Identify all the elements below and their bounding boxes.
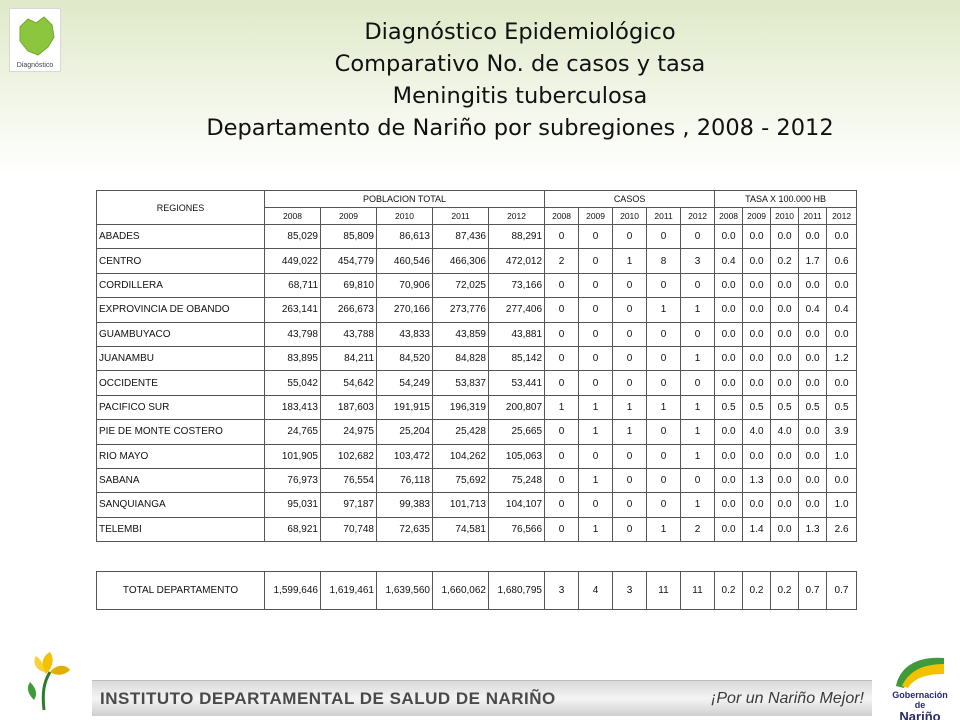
cases-cell: 0 [545,493,579,517]
rate-cell: 0.0 [771,322,799,346]
cases-cell: 1 [681,420,715,444]
population-cell: 43,833 [377,322,433,346]
rate-cell: 0.2 [771,249,799,273]
footer-bar [92,680,872,716]
rate-cell: 0.7 [799,572,827,610]
cases-cell: 0 [545,517,579,541]
rate-cell: 0.0 [743,225,771,249]
cases-cell: 0 [579,273,613,297]
population-cell: 104,107 [489,493,545,517]
cases-cell: 0 [613,298,647,322]
cases-cell: 3 [613,572,647,610]
rate-cell: 0.0 [743,371,771,395]
rate-cell: 0.0 [771,468,799,492]
cases-cell: 0 [545,371,579,395]
population-cell: 73,166 [489,273,545,297]
population-cell: 104,262 [433,444,489,468]
header-row [97,191,857,208]
population-cell: 85,809 [321,225,377,249]
rate-cell: 0.0 [827,273,857,297]
population-cell: 43,788 [321,322,377,346]
cases-cell: 0 [647,346,681,370]
year-header-pop: 2010 [377,208,433,225]
region-cell: SABANA [97,468,265,492]
rate-cell: 0.6 [827,249,857,273]
rate-cell: 0.0 [715,371,743,395]
cases-cell: 1 [579,468,613,492]
rate-cell: 1.3 [743,468,771,492]
rate-cell: 1.4 [743,517,771,541]
population-cell: 449,022 [265,249,321,273]
gobernacion-emblem-icon [888,650,952,690]
population-cell: 54,642 [321,371,377,395]
rate-cell: 0.0 [771,371,799,395]
year-header-cases: 2012 [681,208,715,225]
rate-cell: 0.0 [827,371,857,395]
table-row [97,346,857,370]
rate-cell: 0.0 [771,444,799,468]
population-cell: 72,025 [433,273,489,297]
rate-cell: 0.0 [715,468,743,492]
cases-cell: 0 [545,322,579,346]
population-cell: 43,881 [489,322,545,346]
population-cell: 102,682 [321,444,377,468]
cases-cell: 0 [613,273,647,297]
rate-cell: 0.0 [771,346,799,370]
cases-cell: 0 [647,493,681,517]
rate-cell: 0.0 [715,493,743,517]
rate-cell: 0.0 [827,225,857,249]
region-cell: PIE DE MONTE COSTERO [97,420,265,444]
cases-cell: 1 [579,517,613,541]
population-cell: 454,779 [321,249,377,273]
population-cell: 101,905 [265,444,321,468]
region-cell: RIO MAYO [97,444,265,468]
cases-cell: 0 [647,273,681,297]
rate-cell: 0.0 [799,420,827,444]
population-cell: 74,581 [433,517,489,541]
rate-cell: 0.0 [771,225,799,249]
rate-cell: 0.0 [715,444,743,468]
rate-cell: 1.3 [799,517,827,541]
rate-cell: 0.0 [715,298,743,322]
cases-cell: 3 [545,572,579,610]
total-row [97,572,857,610]
cases-cell: 8 [647,249,681,273]
year-header-pop: 2008 [265,208,321,225]
population-cell: 1,619,461 [321,572,377,610]
logo-caption: Diagnóstico [16,62,54,69]
title-line-3: Meningitis tuberculosa [392,83,648,109]
table-row [97,322,857,346]
table-row [97,273,857,297]
cases-cell: 0 [613,468,647,492]
population-cell: 87,436 [433,225,489,249]
rate-cell: 0.0 [743,298,771,322]
rate-cell: 0.0 [771,517,799,541]
table-row [97,225,857,249]
region-cell: EXPROVINCIA DE OBANDO [97,298,265,322]
rate-cell: 4.0 [743,420,771,444]
population-cell: 183,413 [265,395,321,419]
population-cell: 76,554 [321,468,377,492]
population-cell: 97,187 [321,493,377,517]
cases-cell: 0 [579,225,613,249]
region-cell: OCCIDENTE [97,371,265,395]
population-cell: 266,673 [321,298,377,322]
population-cell: 103,472 [377,444,433,468]
cases-cell: 0 [613,322,647,346]
population-cell: 43,859 [433,322,489,346]
regions-header: REGIONES [97,191,265,225]
region-cell: TELEMBI [97,517,265,541]
page-title [80,16,960,144]
population-cell: 84,520 [377,346,433,370]
cases-cell: 0 [613,493,647,517]
population-cell: 24,975 [321,420,377,444]
cases-cell: 0 [647,371,681,395]
cases-cell: 0 [579,322,613,346]
cases-cell: 1 [647,298,681,322]
cases-cell: 0 [647,444,681,468]
population-cell: 472,012 [489,249,545,273]
population-cell: 76,566 [489,517,545,541]
map-icon [14,13,58,61]
diagnostico-logo [9,8,61,72]
population-cell: 43,798 [265,322,321,346]
rate-cell: 0.0 [799,371,827,395]
cases-cell: 0 [613,225,647,249]
population-cell: 72,635 [377,517,433,541]
rate-cell: 0.2 [743,572,771,610]
table-row [97,371,857,395]
rate-cell: 3.9 [827,420,857,444]
population-cell: 263,141 [265,298,321,322]
gobernacion-logo [888,650,952,720]
rate-cell: 0.0 [715,420,743,444]
gob-line-1: Gobernación de [892,690,948,710]
cases-cell: 11 [681,572,715,610]
rate-cell: 0.0 [799,225,827,249]
year-header-pop: 2011 [433,208,489,225]
rate-cell: 0.0 [771,298,799,322]
cases-cell: 0 [579,493,613,517]
table-row [97,468,857,492]
population-cell: 85,029 [265,225,321,249]
rate-cell: 0.0 [743,249,771,273]
slogan: ¡Por un Nariño Mejor! [711,690,864,707]
rate-cell: 0.0 [715,346,743,370]
rate-cell: 0.5 [827,395,857,419]
population-cell: 75,248 [489,468,545,492]
region-cell: PACIFICO SUR [97,395,265,419]
population-cell: 101,713 [433,493,489,517]
population-cell: 84,211 [321,346,377,370]
population-cell: 88,291 [489,225,545,249]
region-cell: CENTRO [97,249,265,273]
rate-cell: 0.0 [743,322,771,346]
cases-cell: 0 [579,346,613,370]
population-cell: 1,599,646 [265,572,321,610]
population-cell: 70,748 [321,517,377,541]
cases-cell: 1 [613,395,647,419]
population-cell: 277,406 [489,298,545,322]
total-table [96,571,857,610]
region-cell: ABADES [97,225,265,249]
cases-cell: 0 [613,346,647,370]
cases-cell: 0 [613,371,647,395]
cases-cell: 0 [681,273,715,297]
year-header-rate: 2010 [771,208,799,225]
regions-table [96,190,857,542]
population-cell: 460,546 [377,249,433,273]
year-header-cases: 2009 [579,208,613,225]
population-cell: 1,680,795 [489,572,545,610]
cases-cell: 1 [681,298,715,322]
population-cell: 69,810 [321,273,377,297]
table-row [97,395,857,419]
year-header-cases: 2011 [647,208,681,225]
rate-cell: 0.5 [743,395,771,419]
cases-cell: 1 [579,420,613,444]
cases-cell: 2 [681,517,715,541]
population-cell: 53,441 [489,371,545,395]
cases-cell: 1 [647,517,681,541]
population-cell: 86,613 [377,225,433,249]
year-header-pop: 2009 [321,208,377,225]
population-cell: 95,031 [265,493,321,517]
rate-cell: 0.4 [827,298,857,322]
cases-cell: 0 [579,371,613,395]
population-cell: 25,428 [433,420,489,444]
cases-cell: 0 [545,298,579,322]
cases-cell: 0 [681,225,715,249]
rate-cell: 0.0 [743,444,771,468]
cases-cell: 0 [579,249,613,273]
table-row [97,249,857,273]
cases-cell: 0 [545,420,579,444]
population-cell: 84,828 [433,346,489,370]
population-cell: 75,692 [433,468,489,492]
region-cell: GUAMBUYACO [97,322,265,346]
cases-cell: 0 [545,273,579,297]
rate-cell: 1.0 [827,444,857,468]
gob-line-2: Nariño [899,709,941,720]
rate-cell: 0.0 [715,273,743,297]
cases-cell: 0 [647,225,681,249]
cases-cell: 1 [681,444,715,468]
population-cell: 25,204 [377,420,433,444]
table-row [97,517,857,541]
population-cell: 196,319 [433,395,489,419]
poblacion-header: POBLACION TOTAL [265,191,545,208]
title-line-2: Comparativo No. de casos y tasa [334,51,706,77]
population-cell: 76,973 [265,468,321,492]
cases-cell: 2 [545,249,579,273]
footer [0,640,960,720]
population-cell: 1,639,560 [377,572,433,610]
rate-cell: 2.6 [827,517,857,541]
rate-cell: 0.5 [715,395,743,419]
cases-cell: 3 [681,249,715,273]
title-line-1: Diagnóstico Epidemiológico [364,19,676,45]
population-cell: 85,142 [489,346,545,370]
population-cell: 83,895 [265,346,321,370]
population-cell: 54,249 [377,371,433,395]
cases-cell: 0 [681,322,715,346]
rate-cell: 1.7 [799,249,827,273]
rate-cell: 0.2 [771,572,799,610]
gobernacion-text [888,690,952,720]
rate-cell: 0.0 [715,322,743,346]
population-cell: 200,807 [489,395,545,419]
population-cell: 76,118 [377,468,433,492]
rate-cell: 0.0 [743,346,771,370]
population-cell: 99,383 [377,493,433,517]
rate-cell: 0.0 [743,493,771,517]
cases-cell: 0 [579,444,613,468]
table-row [97,298,857,322]
cases-cell: 1 [681,395,715,419]
rate-cell: 0.4 [799,298,827,322]
cases-cell: 0 [545,468,579,492]
year-header-rate: 2008 [715,208,743,225]
year-header-rate: 2012 [827,208,857,225]
rate-cell: 0.0 [799,346,827,370]
population-cell: 273,776 [433,298,489,322]
cases-cell: 0 [681,371,715,395]
rate-cell: 0.0 [771,273,799,297]
rate-cell: 0.0 [799,273,827,297]
cases-cell: 0 [545,346,579,370]
table-row [97,493,857,517]
cases-cell: 0 [545,225,579,249]
table-row [97,444,857,468]
year-header-cases: 2008 [545,208,579,225]
cases-cell: 11 [647,572,681,610]
rate-cell: 0.5 [771,395,799,419]
population-cell: 466,306 [433,249,489,273]
region-cell: CORDILLERA [97,273,265,297]
rate-cell: 0.0 [799,444,827,468]
rate-cell: 0.0 [715,517,743,541]
population-cell: 270,166 [377,298,433,322]
cases-cell: 1 [681,493,715,517]
population-cell: 68,711 [265,273,321,297]
cases-cell: 1 [613,420,647,444]
year-header-cases: 2010 [613,208,647,225]
institution-name: INSTITUTO DEPARTAMENTAL DE SALUD DE NARIÑO [100,689,556,708]
rate-cell: 0.5 [799,395,827,419]
cases-cell: 0 [681,468,715,492]
rate-cell: 1.0 [827,493,857,517]
cases-cell: 0 [647,322,681,346]
population-cell: 55,042 [265,371,321,395]
rate-cell: 0.0 [827,322,857,346]
rate-cell: 0.0 [799,468,827,492]
cases-cell: 0 [613,444,647,468]
cases-cell: 0 [579,298,613,322]
year-header-pop: 2012 [489,208,545,225]
population-cell: 1,660,062 [433,572,489,610]
cases-cell: 0 [545,444,579,468]
cases-cell: 4 [579,572,613,610]
cases-cell: 0 [647,420,681,444]
cases-cell: 1 [613,249,647,273]
cases-cell: 0 [613,517,647,541]
population-cell: 25,665 [489,420,545,444]
cases-cell: 0 [647,468,681,492]
year-header-rate: 2011 [799,208,827,225]
rate-cell: 0.7 [827,572,857,610]
region-cell: JUANAMBU [97,346,265,370]
rate-cell: 0.0 [715,225,743,249]
rate-cell: 0.2 [715,572,743,610]
rate-cell: 4.0 [771,420,799,444]
cases-cell: 1 [545,395,579,419]
cases-cell: 1 [647,395,681,419]
cases-cell: 1 [681,346,715,370]
cases-cell: 1 [579,395,613,419]
population-cell: 187,603 [321,395,377,419]
year-header-rate: 2009 [743,208,771,225]
rate-cell: 0.0 [771,493,799,517]
casos-header: CASOS [545,191,715,208]
population-cell: 191,915 [377,395,433,419]
population-cell: 24,765 [265,420,321,444]
rate-cell: 0.4 [715,249,743,273]
rate-cell: 0.0 [799,493,827,517]
tasa-header: TASA X 100.000 HB [715,191,857,208]
table-row [97,420,857,444]
population-cell: 105,063 [489,444,545,468]
region-cell: TOTAL DEPARTAMENTO [97,572,265,610]
population-cell: 70,906 [377,273,433,297]
flower-logo-icon [14,648,78,712]
region-cell: SANQUIANGA [97,493,265,517]
rate-cell: 0.0 [743,273,771,297]
title-line-4: Departamento de Nariño por subregiones , 2008 - 2012 [206,115,834,141]
rate-cell: 1.2 [827,346,857,370]
population-cell: 53,837 [433,371,489,395]
population-cell: 68,921 [265,517,321,541]
rate-cell: 0.0 [827,468,857,492]
rate-cell: 0.0 [799,322,827,346]
